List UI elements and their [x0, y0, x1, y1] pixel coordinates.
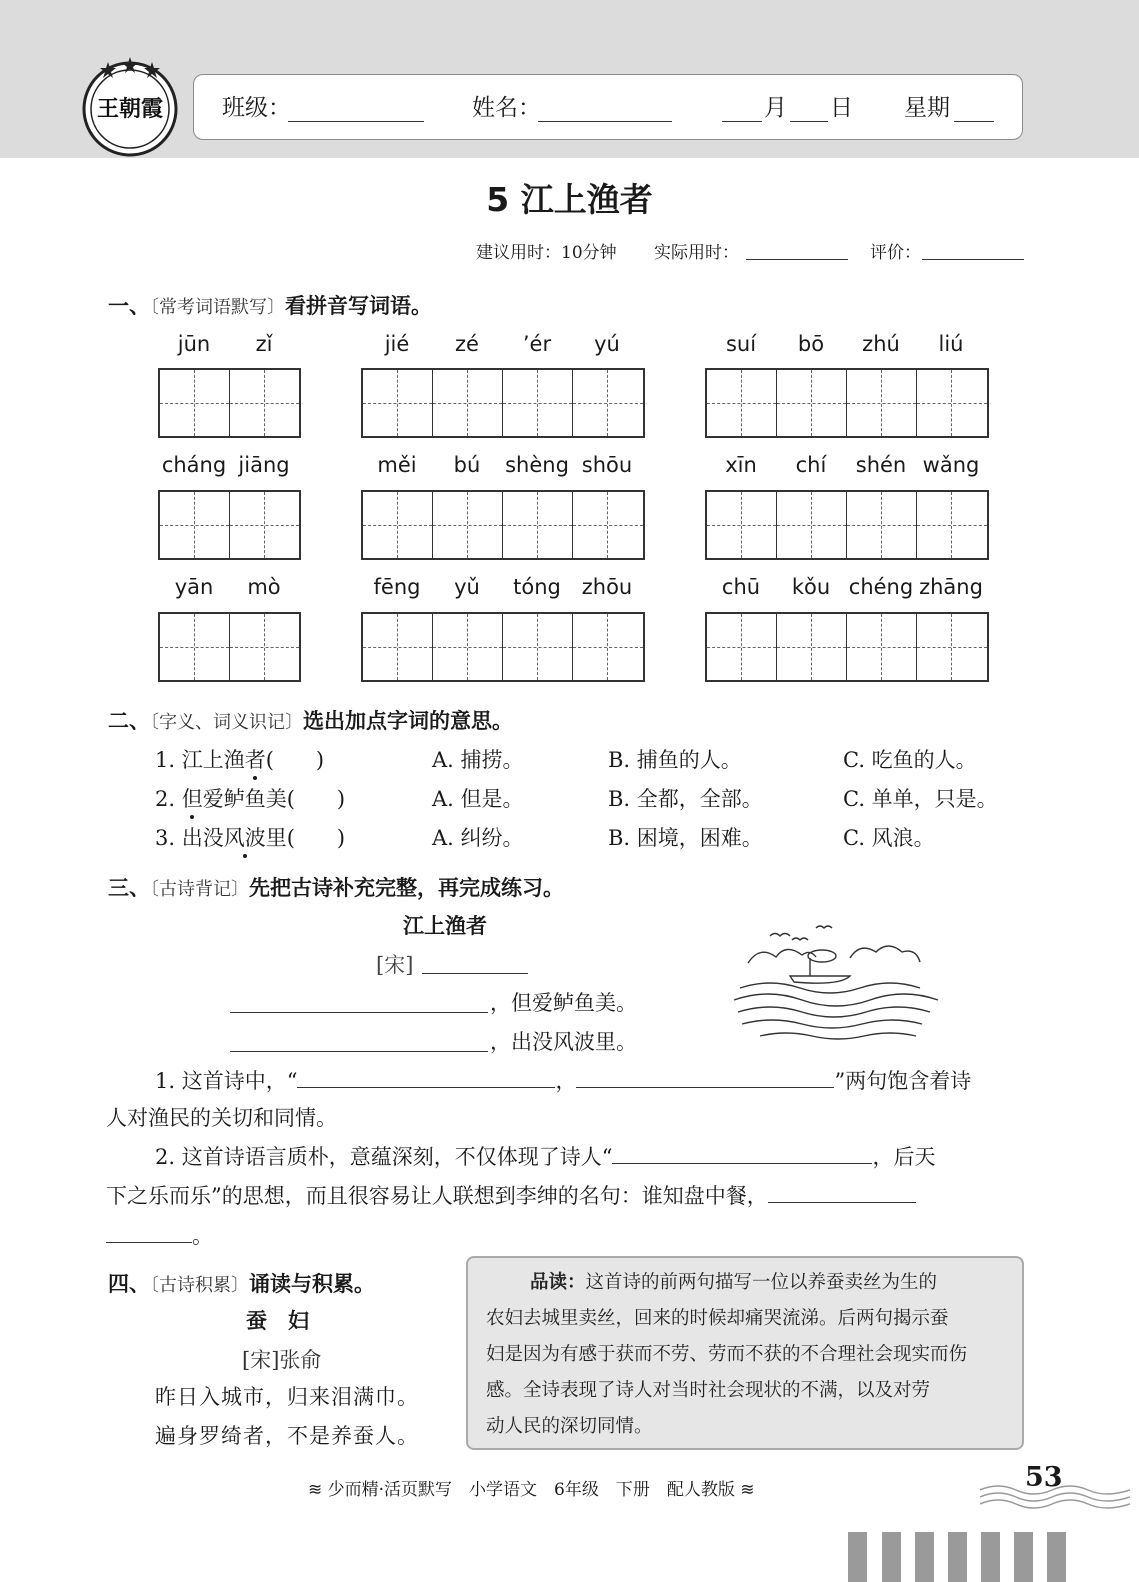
answer-grid[interactable]	[158, 612, 301, 682]
pinyin: jūn	[177, 332, 211, 356]
option-b[interactable]: B. 全都，全部。	[608, 787, 763, 811]
q2-line1: 2. 这首诗语言质朴，意蕴深刻，不仅体现了诗人“ ，后天	[155, 1145, 936, 1169]
pinyin: zhāng	[919, 575, 983, 599]
option-c[interactable]: C. 风浪。	[843, 826, 935, 850]
actual-time-field[interactable]	[746, 259, 848, 260]
pinyin: chéng	[848, 575, 914, 599]
logo-seal	[78, 54, 182, 158]
pinyin: shèng	[505, 453, 569, 477]
pinyin: jié	[384, 332, 410, 356]
pinyin: wǎng	[922, 453, 980, 477]
option-a[interactable]: A. 捕捞。	[432, 748, 524, 772]
rating-field[interactable]	[922, 259, 1024, 260]
class-field[interactable]	[288, 121, 424, 122]
q1-line1: 1. 这首诗中，“ ， ”两句饱含着诗	[155, 1069, 972, 1093]
answer-grid[interactable]	[705, 368, 989, 438]
question-stem: 1. 江上渔者( )	[155, 744, 324, 774]
pinyin: kǒu	[791, 575, 831, 599]
page-number: 53	[1025, 1462, 1063, 1493]
edge-stripe	[948, 1532, 967, 1582]
pinyin: bō	[797, 332, 825, 356]
pinyin: zhú	[862, 332, 900, 356]
q2-line2: 下之乐而乐”的思想，而且很容易让人联想到李绅的名句：谁知盘中餐，	[106, 1180, 916, 1210]
answer-grid[interactable]	[361, 490, 645, 560]
logo-text: 王朝霞	[96, 96, 164, 122]
weekday-label: 星期	[904, 95, 950, 121]
note-line: 感。全诗表现了诗人对当时社会现状的不满，以及对劳	[486, 1380, 931, 1401]
answer-grid[interactable]	[705, 490, 989, 560]
note-line: 动人民的深切同情。	[486, 1416, 653, 1437]
poem-line2-field[interactable]	[230, 1051, 488, 1052]
q2-line3: 。	[106, 1220, 213, 1250]
silk-poem-line: 昨日入城市，归来泪满巾。	[155, 1385, 419, 1409]
pinyin: chí	[795, 453, 827, 477]
option-b[interactable]: B. 困境，困难。	[608, 826, 763, 850]
weekday-field[interactable]	[954, 121, 994, 122]
section3-heading: 三、〔古诗背记〕先把古诗补充完整，再完成练习。	[108, 876, 564, 900]
pinyin: yān	[174, 575, 214, 599]
option-b[interactable]: B. 捕鱼的人。	[608, 748, 742, 772]
pinyin: chū	[721, 575, 761, 599]
note-line: 妇是因为有感于获而不劳、劳而不获的不合理社会现实而伤	[486, 1344, 968, 1365]
pinyin: zhōu	[581, 575, 633, 599]
answer-grid[interactable]	[158, 368, 301, 438]
poem-line2-tail: ，出没风波里。	[490, 1030, 637, 1054]
option-c[interactable]: C. 吃鱼的人。	[843, 748, 977, 772]
pinyin: tóng	[513, 575, 561, 599]
answer-grid[interactable]	[361, 612, 645, 682]
pinyin: suí	[725, 332, 757, 356]
answer-grid[interactable]	[361, 368, 645, 438]
poem-line1-tail: ，但爱鲈鱼美。	[490, 991, 637, 1015]
class-label: 班级：	[222, 95, 291, 121]
pinyin: bú	[453, 453, 481, 477]
pinyin: yǔ	[454, 575, 480, 599]
silk-poem-line: 遍身罗绮者，不是养蚕人。	[155, 1424, 419, 1448]
pinyin: shén	[855, 453, 907, 477]
pinyin: ’ér	[522, 332, 552, 356]
section4-heading: 四、〔古诗积累〕诵读与积累。	[108, 1272, 375, 1296]
silk-poem-author: [宋]张俞	[242, 1348, 322, 1372]
pinyin: liú	[938, 332, 964, 356]
pinyin: jiāng	[238, 453, 290, 477]
suggested-time: 建议用时：10分钟	[476, 243, 617, 263]
name-label: 姓名：	[472, 95, 541, 121]
section2-heading: 二、〔字义、词义识记〕选出加点字词的意思。	[108, 709, 513, 733]
month-label: 月	[764, 95, 787, 121]
poem-title: 江上渔者	[403, 914, 487, 938]
pinyin: yú	[594, 332, 620, 356]
q1-line2: 人对渔民的关切和同情。	[106, 1106, 337, 1130]
rating-label: 评价：	[870, 243, 921, 263]
fisherman-illustration	[730, 918, 954, 1050]
pinyin: shōu	[581, 453, 633, 477]
day-field[interactable]	[790, 121, 828, 122]
pinyin: mò	[247, 575, 281, 599]
month-field[interactable]	[722, 121, 762, 122]
page-title: 5 江上渔者	[486, 180, 653, 219]
poem-dynasty: [宋]	[376, 953, 414, 977]
edge-stripe	[915, 1532, 934, 1582]
answer-grid[interactable]	[158, 490, 301, 560]
note-line: 品读：这首诗的前两句描写一位以养蚕卖丝为生的	[530, 1272, 938, 1293]
poem-line1-field[interactable]	[230, 1012, 488, 1013]
actual-time-label: 实际用时：	[654, 243, 739, 263]
pinyin: xīn	[725, 453, 757, 477]
silk-poem-title: 蚕 妇	[246, 1309, 309, 1333]
question-stem: 3. 出没风波里( )	[155, 822, 345, 852]
option-c[interactable]: C. 单单，只是。	[843, 787, 998, 811]
note-line: 农妇去城里卖丝，回来的时候却痛哭流涕。后两句揭示蚕	[486, 1308, 949, 1329]
pinyin: měi	[377, 453, 417, 477]
student-info-box	[193, 74, 1023, 140]
footer-text: ≋ 少而精·活页默写 小学语文 6年级 下册 配人教版 ≋	[308, 1480, 755, 1500]
name-field[interactable]	[538, 121, 672, 122]
option-a[interactable]: A. 纠纷。	[432, 826, 524, 850]
section1-heading: 一、〔常考词语默写〕看拼音写词语。	[108, 294, 432, 318]
pinyin: zǐ	[255, 332, 273, 356]
answer-grid[interactable]	[705, 612, 989, 682]
edge-stripe	[848, 1532, 867, 1582]
day-label: 日	[830, 95, 853, 121]
edge-stripe	[882, 1532, 901, 1582]
question-stem: 2. 但爱鲈鱼美( )	[155, 783, 345, 813]
edge-stripe	[981, 1532, 1000, 1582]
edge-stripe	[1014, 1532, 1033, 1582]
author-field[interactable]	[422, 973, 528, 974]
pinyin: cháng	[161, 453, 227, 477]
pinyin: zé	[455, 332, 479, 356]
pinyin: fēng	[373, 575, 421, 599]
edge-stripe	[1047, 1532, 1066, 1582]
option-a[interactable]: A. 但是。	[432, 787, 524, 811]
